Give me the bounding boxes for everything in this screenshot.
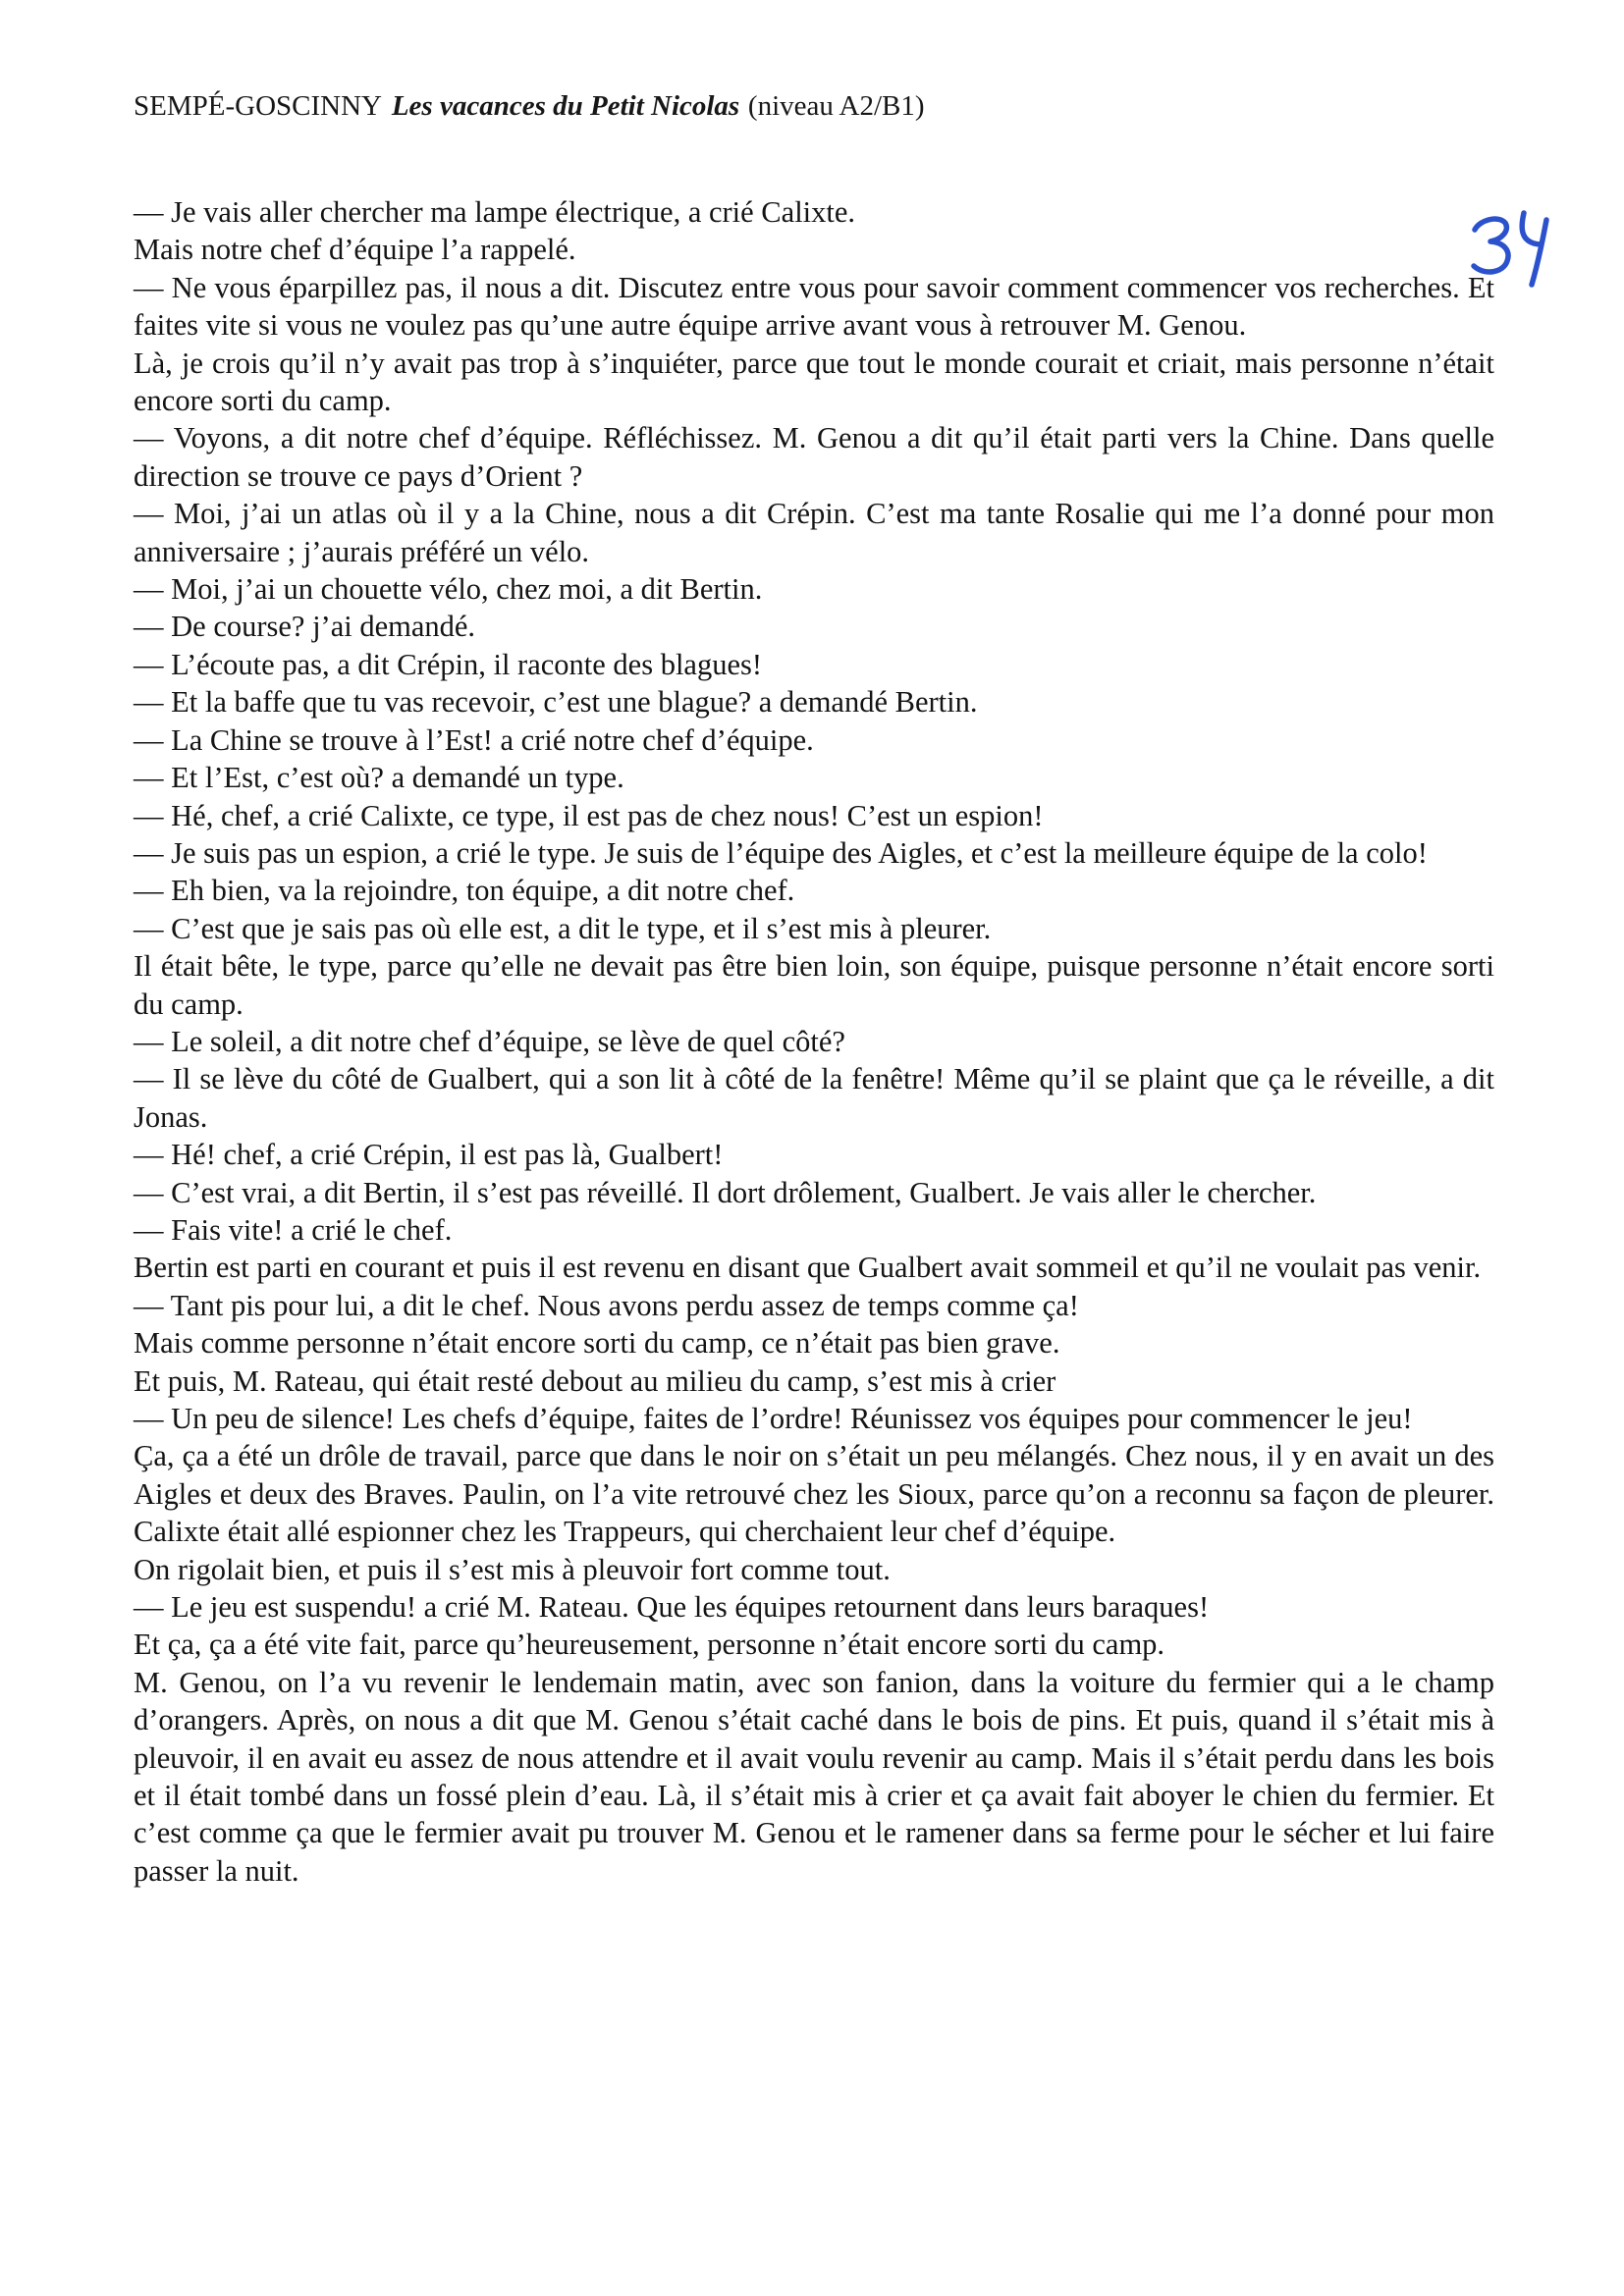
document-header xyxy=(134,90,925,123)
paragraph: — Et l’Est, c’est où? a demandé un type. xyxy=(134,761,624,795)
paragraph: — Le jeu est suspendu! a crié M. Rateau. Que les équipes retournent dans leurs baraques! xyxy=(134,1590,1210,1625)
paragraph: Mais comme personne n’était encore sorti du camp, ce n’était pas bien grave. xyxy=(134,1326,1060,1361)
paragraph: — Fais vite! a crié le chef. xyxy=(134,1212,453,1247)
paragraph: — Le soleil, a dit notre chef d’équipe, se lève de quel côté? xyxy=(134,1024,845,1058)
paragraph: Là, je crois qu’il n’y avait pas trop à s’inquiéter, parce que tout le monde courait et criait, mais personne n’était encore sorti du camp. xyxy=(134,346,1494,418)
paragraph: Il était bête, le type, parce qu’elle ne devait pas être bien loin, son équipe, puisque personne n’était encore sorti du camp. xyxy=(134,949,1494,1021)
digit-4-left-stroke xyxy=(1522,213,1540,244)
paragraph: — Je suis pas un espion, a crié le type. Je suis de l’équipe des Aigles, et c’est la meilleure équipe de la colo! xyxy=(134,835,1428,870)
page-number-value xyxy=(0,0,1,1)
paragraph: — La Chine se trouve à l’Est! a crié notre chef d’équipe. xyxy=(134,722,814,757)
paragraph: — Moi, j’ai un atlas où il y a la Chine, nous a dit Crépin. C’est ma tante Rosalie qui me l’a donné pour mon anniversaire ; j’aurais préféré un vélo. xyxy=(134,497,1494,568)
paragraph: Et puis, M. Rateau, qui était resté debout au milieu du camp, s’est mis à crier xyxy=(134,1363,1056,1398)
paragraph: On rigolait bien, et puis il s’est mis à pleuvoir fort comme tout. xyxy=(134,1552,891,1586)
paragraph: Bertin est parti en courant et puis il est revenu en disant que Gualbert avait sommeil et qu’il ne voulait pas venir. xyxy=(134,1251,1482,1285)
paragraph: — Moi, j’ai un chouette vélo, chez moi, a dit Bertin. xyxy=(134,572,763,607)
text-body xyxy=(134,193,1494,1890)
paragraph: — C’est vrai, a dit Bertin, il s’est pas réveillé. Il dort drôlement, Gualbert. Je vais aller le chercher. xyxy=(134,1175,1317,1209)
paragraph: — Et la baffe que tu vas recevoir, c’est une blague? a demandé Bertin. xyxy=(134,685,978,720)
paragraph: — Il se lève du côté de Gualbert, qui a son lit à côté de la fenêtre! Même qu’il se plaint que ça le réveille, a dit Jonas. xyxy=(134,1062,1494,1134)
header-level: (niveau A2/B1) xyxy=(747,90,925,122)
paragraph: — Hé, chef, a crié Calixte, ce type, il est pas de chez nous! C’est un espion! xyxy=(134,798,1044,832)
paragraph: Mais notre chef d’équipe l’a rappelé. xyxy=(134,233,576,267)
paragraph: — C’est que je sais pas où elle est, a dit le type, et il s’est mis à pleurer. xyxy=(134,911,992,945)
digit-4-tail-stroke xyxy=(1532,220,1546,285)
paragraph: — Je vais aller chercher ma lampe électrique, a crié Calixte. xyxy=(134,195,856,229)
header-authors: SEMPÉ-GOSCINNY xyxy=(134,90,382,122)
paragraph: — L’écoute pas, a dit Crépin, il raconte des blagues! xyxy=(134,647,763,681)
book-title: Les vacances du Petit Nicolas xyxy=(391,90,740,122)
paragraph: — De course? j’ai demandé. xyxy=(134,610,476,644)
paragraph: — Eh bien, va la rejoindre, ton équipe, a dit notre chef. xyxy=(134,874,795,908)
paragraph: — Hé! chef, a crié Crépin, il est pas là, Gualbert! xyxy=(134,1138,724,1172)
paragraph: Ça, ça a été un drôle de travail, parce que dans le noir on s’était un peu mélangés. Chez nous, il y en avait un des Aigles et deux des Braves. Paulin, on l’a vite retrouvé chez les Sioux, parce qu’on a reconnu sa façon de pleurer. Calixte était allé espionner chez les Trappeurs, qui cherchaient leur chef d’équipe. xyxy=(134,1439,1494,1549)
paragraph: — Ne vous éparpillez pas, il nous a dit. Discutez entre vous pour savoir comment commencer vos recherches. Et faites vite si vous ne voulez pas qu’une autre équipe arrive avant vous à retrouver M. Genou. xyxy=(134,270,1494,343)
paragraph: M. Genou, on l’a vu revenir le lendemain matin, avec son fanion, dans la voiture du fermier qui a le champ d’orangers. Après, on nous a dit que M. Genou s’était caché dans le bois de pins. Et puis, quand il s’était mis à pleuvoir, il en avait eu assez de nous attendre et il avait voulu revenir au camp. Mais il s’était perdu dans les bois et il était tombé dans un fossé plein d’eau. Là, il s’était mis à crier et ça avait fait aboyer le chien du fermier. Et c’est comme ça que le fermier avait pu trouver M. Genou et le ramener dans sa ferme pour le sécher et lui faire passer la nuit. xyxy=(134,1665,1494,1888)
paragraph: — Voyons, a dit notre chef d’équipe. Réfléchissez. M. Genou a dit qu’il était parti vers la Chine. Dans quelle direction se trouve ce pays d’Orient ? xyxy=(134,421,1494,493)
paragraph: Et ça, ça a été vite fait, parce qu’heureusement, personne n’était encore sorti du camp. xyxy=(134,1628,1165,1662)
paragraph: — Un peu de silence! Les chefs d’équipe, faites de l’ordre! Réunissez vos équipes pour commencer le jeu! xyxy=(134,1402,1413,1435)
paragraph: — Tant pis pour lui, a dit le chef. Nous avons perdu assez de temps comme ça! xyxy=(134,1288,1079,1322)
